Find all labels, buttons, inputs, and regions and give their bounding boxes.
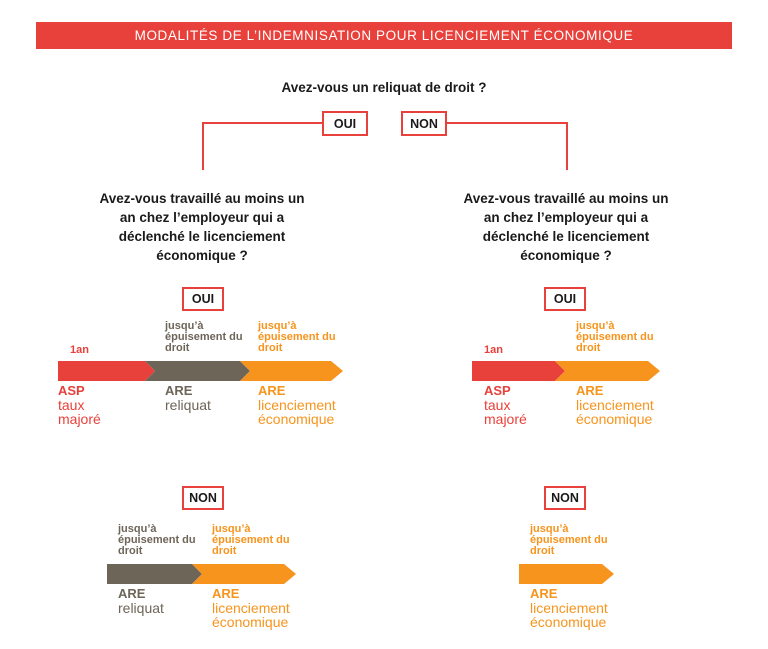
left-no-reliquat-duration: jusqu’à épuisement du droit — [118, 523, 196, 557]
main-answer-no-box: NON — [401, 111, 447, 136]
left-yes-are-name: ARE — [258, 383, 286, 398]
left-no-are-caption — [212, 587, 312, 629]
left-no-reliquat-desc: reliquat — [118, 600, 164, 616]
left-yes-are-duration: jusqu’à épuisement du droit — [258, 320, 336, 354]
left-no-reliquat-caption — [118, 587, 198, 615]
left-no-reliquat-arrow — [107, 564, 202, 584]
banner-title: MODALITÉS DE L’INDEMNISATION POUR LICENCIEMENT ÉCONOMIQUE — [36, 22, 732, 49]
left-answer-yes-box: OUI — [182, 287, 224, 311]
right-no-are-desc: licenciement économique — [530, 600, 608, 630]
right-yes-asp-arrow — [472, 361, 565, 381]
left-no-are-duration: jusqu’à épuisement du droit — [212, 523, 290, 557]
right-yes-are-name: ARE — [576, 383, 604, 398]
left-yes-are-caption — [258, 384, 358, 426]
left-yes-asp-duration: 1an — [70, 344, 89, 356]
left-yes-asp-arrow — [58, 361, 155, 381]
left-no-are-arrow — [192, 564, 296, 584]
left-yes-reliquat-name: ARE — [165, 383, 193, 398]
right-yes-are-desc: licenciement économique — [576, 397, 654, 427]
left-yes-reliquat-duration: jusqu’à épuisement du droit — [165, 320, 243, 354]
left-no-are-name: ARE — [212, 586, 240, 601]
right-no-are-duration: jusqu’à épuisement du droit — [530, 523, 608, 557]
right-no-are-arrow — [519, 564, 614, 584]
right-yes-are-duration: jusqu’à épuisement du droit — [576, 320, 654, 354]
right-yes-are-arrow — [555, 361, 660, 381]
left-no-are-desc: licenciement économique — [212, 600, 290, 630]
left-yes-asp-desc: taux majoré — [58, 397, 101, 427]
employer-question-right: Avez-vous travaillé au moins un an chez l’employeur qui a déclenché le licenciement économique ? — [463, 191, 669, 263]
right-no-are-name: ARE — [530, 586, 558, 601]
left-yes-reliquat-arrow — [145, 361, 250, 381]
right-yes-asp-duration: 1an — [484, 344, 503, 356]
left-yes-are-desc: licenciement économique — [258, 397, 336, 427]
main-answer-yes-box: OUI — [322, 111, 368, 136]
left-yes-are-arrow — [240, 361, 343, 381]
right-yes-asp-name: ASP — [484, 383, 511, 398]
employer-question-left: Avez-vous travaillé au moins un an chez l’employeur qui a déclenché le licenciement économique ? — [99, 191, 305, 263]
left-yes-reliquat-desc: reliquat — [165, 397, 211, 413]
left-no-reliquat-name: ARE — [118, 586, 146, 601]
right-answer-yes-box: OUI — [544, 287, 586, 311]
right-no-are-caption — [530, 587, 630, 629]
left-yes-asp-caption — [58, 384, 138, 426]
right-yes-are-caption — [576, 384, 676, 426]
right-yes-asp-desc: taux majoré — [484, 397, 527, 427]
left-yes-reliquat-caption — [165, 384, 245, 412]
right-answer-no-box: NON — [544, 486, 586, 510]
right-yes-asp-caption — [484, 384, 564, 426]
main-question: Avez-vous un reliquat de droit ? — [281, 80, 487, 95]
left-answer-no-box: NON — [182, 486, 224, 510]
left-yes-asp-name: ASP — [58, 383, 85, 398]
